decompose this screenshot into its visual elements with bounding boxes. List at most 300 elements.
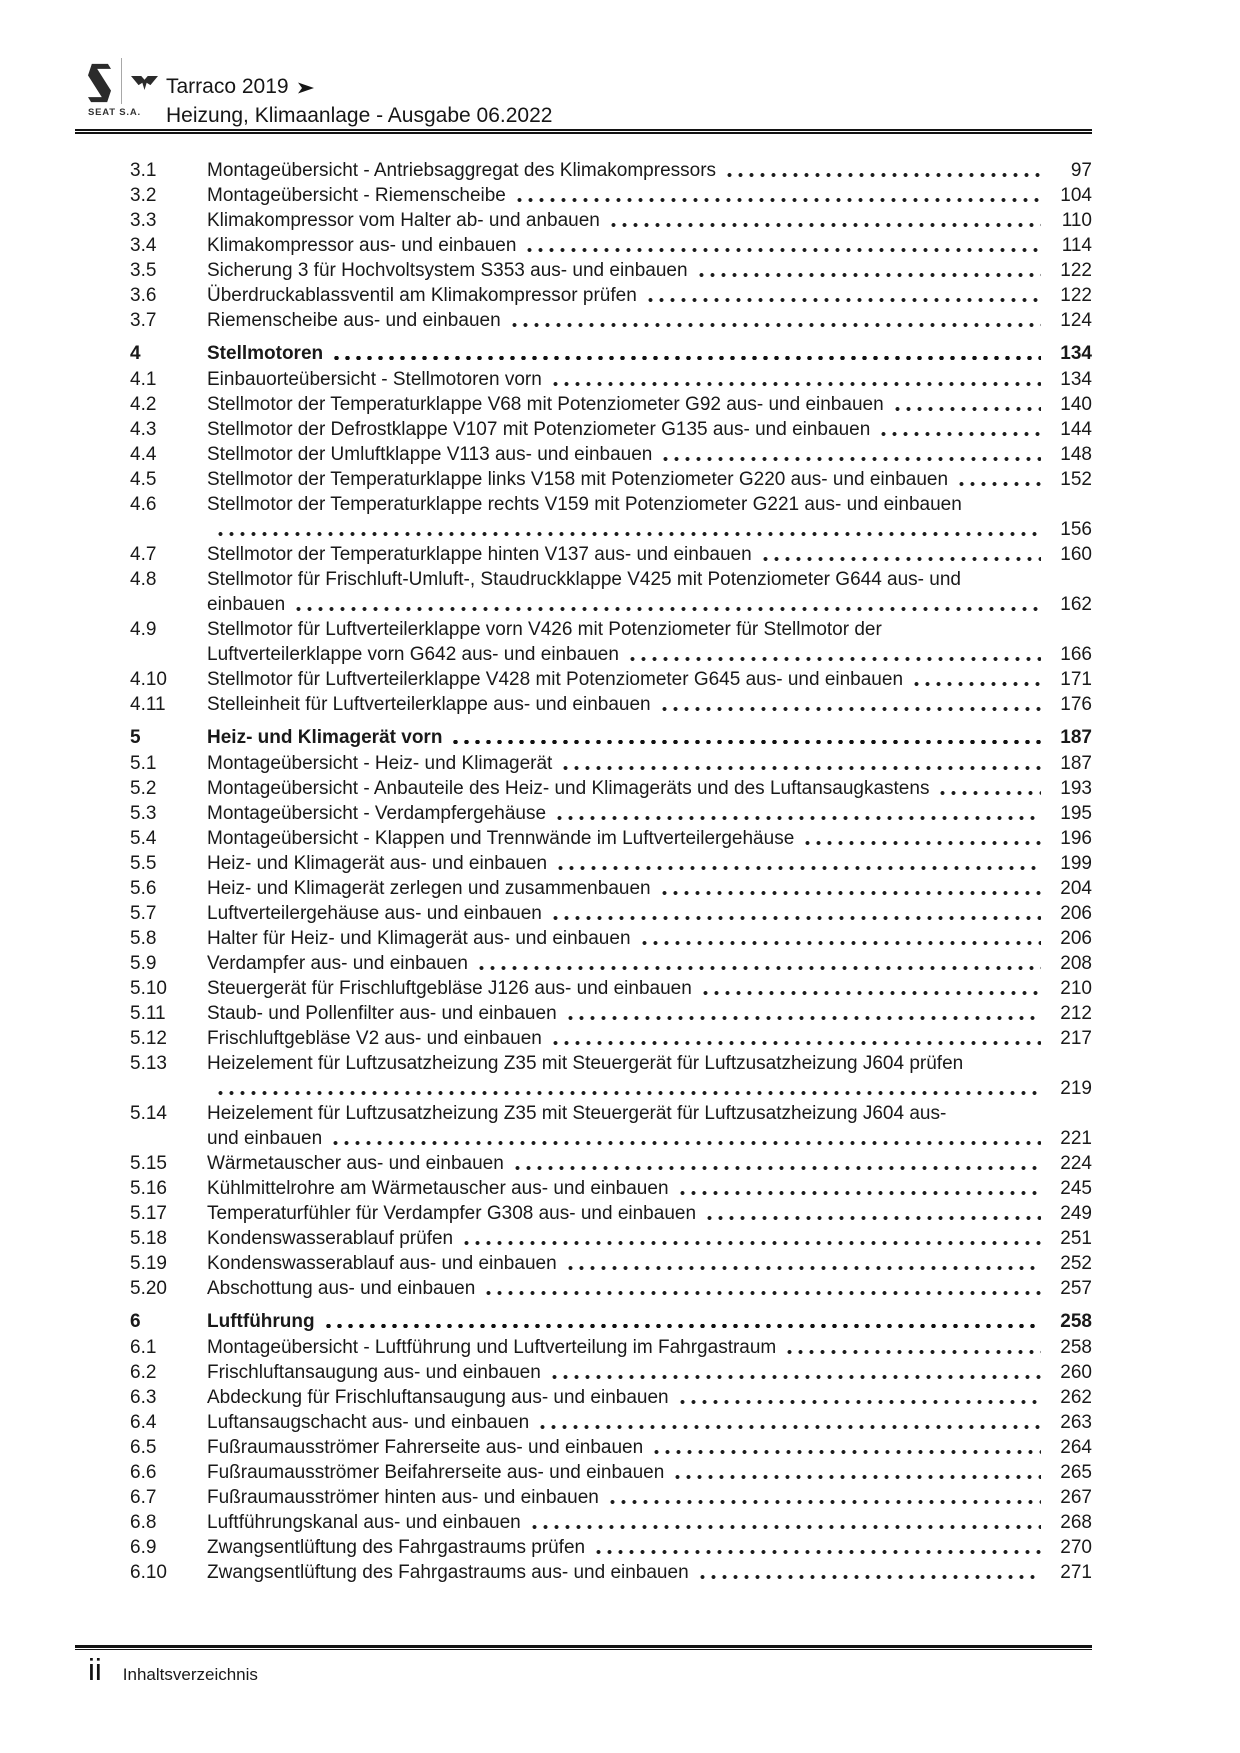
toc-entry-page: 270 xyxy=(1060,1537,1092,1558)
toc-entry-line xyxy=(207,517,1092,542)
toc-leader-dots xyxy=(521,233,1041,258)
toc-entry-line xyxy=(207,1435,1092,1460)
toc-entry-title: Heiz- und Klimagerät zerlegen und zusammenbauen xyxy=(207,878,651,899)
toc-entry-title: Montageübersicht - Luftführung und Luftverteilung im Fahrgastraum xyxy=(207,1337,777,1358)
toc-entry-number: 4.7 xyxy=(130,544,157,565)
toc-entry-title: Fußraumausströmer Beifahrerseite aus- und einbauen xyxy=(207,1462,665,1483)
toc-entry-line xyxy=(207,283,1092,308)
toc-entry xyxy=(130,1051,1092,1101)
toc-entry-number: 4 xyxy=(130,343,141,364)
toc-entry-title: Überdruckablassventil am Klimakompressor prüfen xyxy=(207,285,637,306)
toc-entry-title: Luftansaugschacht aus- und einbauen xyxy=(207,1412,530,1433)
toc-entry-line xyxy=(207,1026,1092,1051)
toc-leader-dots xyxy=(511,183,1041,208)
toc-entry-number: 5.1 xyxy=(130,753,157,774)
toc-entry-page: 260 xyxy=(1060,1362,1092,1383)
toc-entry-number: 5.4 xyxy=(130,828,157,849)
toc-entry xyxy=(130,542,1092,567)
toc-entry-page: 212 xyxy=(1060,1003,1092,1024)
toc-entry-title: Montageübersicht - Anbauteile des Heiz- und Klimageräts und des Luftansaugkastens xyxy=(207,778,930,799)
toc-entry-line xyxy=(207,183,1092,208)
toc-leader-dots xyxy=(290,592,1041,617)
toc-leader-dots xyxy=(546,1360,1041,1385)
toc-entry-line xyxy=(207,642,1092,667)
toc-leader-dots xyxy=(328,341,1041,366)
toc-entry-number: 4.11 xyxy=(130,694,166,715)
toc-entry-number: 6.7 xyxy=(130,1487,157,1508)
toc-entry-number: 6.10 xyxy=(130,1562,167,1583)
toc-entry xyxy=(130,826,1092,851)
toc-entry-number: 6.1 xyxy=(130,1337,157,1358)
toc-entry xyxy=(130,208,1092,233)
seat-logo-icon xyxy=(88,62,111,104)
toc-entry-page: 97 xyxy=(1070,160,1092,181)
toc-leader-dots xyxy=(473,951,1041,976)
toc-entry-title: Stellmotor für Luftverteilerklappe V428 mit Potenziometer G645 aus- und einbauen xyxy=(207,669,904,690)
toc-entry-page: 249 xyxy=(1060,1203,1092,1224)
toc-entry-line xyxy=(207,1251,1092,1276)
toc-entry-number: 3.2 xyxy=(130,185,157,206)
toc-entry-number: 5.11 xyxy=(130,1003,166,1024)
toc-entry-title: Stelleinheit für Luftverteilerklappe aus- und einbauen xyxy=(207,694,651,715)
toc-entry xyxy=(130,492,1092,542)
toc-entry xyxy=(130,233,1092,258)
logo-divider xyxy=(121,58,122,104)
toc-entry-line xyxy=(207,951,1092,976)
toc-entry-number: 4.8 xyxy=(130,569,157,590)
toc-entry-title: Abdeckung für Frischluftansaugung aus- und einbauen xyxy=(207,1387,669,1408)
toc-leader-dots xyxy=(636,926,1041,951)
toc-entry xyxy=(130,1176,1092,1201)
toc-entry-page: 114 xyxy=(1061,235,1092,256)
footer-page-number: ii xyxy=(88,1652,102,1687)
toc-entry-number: 5.18 xyxy=(130,1228,167,1249)
toc-entry-title: und einbauen xyxy=(207,1128,323,1149)
toc-entry xyxy=(130,1026,1092,1051)
toc-entry-line xyxy=(207,233,1092,258)
toc-entry-title: Frischluftgebläse V2 aus- und einbauen xyxy=(207,1028,542,1049)
toc-entry xyxy=(130,183,1092,208)
toc-entry-number: 6.9 xyxy=(130,1537,157,1558)
toc-entry-title: Montageübersicht - Klappen und Trennwände im Luftverteilergehäuse xyxy=(207,828,795,849)
toc-leader-dots xyxy=(697,976,1041,1001)
toc-leader-dots xyxy=(547,367,1041,392)
toc-entry-line xyxy=(207,851,1092,876)
toc-entry xyxy=(130,1335,1092,1360)
toc-entry xyxy=(130,1001,1092,1026)
toc-leader-dots xyxy=(320,1309,1041,1334)
toc-entry-page: 110 xyxy=(1061,210,1092,231)
toc-entry-number: 5.19 xyxy=(130,1253,167,1274)
toc-leader-dots xyxy=(657,442,1041,467)
toc-entry-title: Temperaturfühler für Verdampfer G308 aus- und einbauen xyxy=(207,1203,697,1224)
toc-entry-line xyxy=(207,1309,1092,1334)
toc-entry-title: Steuergerät für Frischluftgebläse J126 aus- und einbauen xyxy=(207,978,692,999)
toc-entry-number: 5.17 xyxy=(130,1203,167,1224)
toc-entry-page: 195 xyxy=(1060,803,1092,824)
toc-entry-line xyxy=(207,308,1092,333)
toc-leader-dots xyxy=(551,801,1041,826)
toc-entry-line xyxy=(207,392,1092,417)
toc-entry xyxy=(130,341,1092,366)
toc-entry-title: Luftführungskanal aus- und einbauen xyxy=(207,1512,521,1533)
toc-entry-title: Fußraumausströmer Fahrerseite aus- und einbauen xyxy=(207,1437,644,1458)
toc-entry-title: Stellmotor der Temperaturklappe links V158 mit Potenziometer G220 aus- und einbauen xyxy=(207,469,949,490)
toc-entry-page: 206 xyxy=(1060,928,1092,949)
toc-entry-page: 122 xyxy=(1060,285,1092,306)
toc-entry-title: Stellmotor der Umluftklappe V113 aus- und einbauen xyxy=(207,444,653,465)
toc-entry-page: 262 xyxy=(1060,1387,1092,1408)
toc-leader-dots xyxy=(590,1535,1041,1560)
toc-entry-line xyxy=(207,1335,1092,1360)
toc-entry xyxy=(130,667,1092,692)
toc-leader-dots xyxy=(721,158,1041,183)
toc-entry xyxy=(130,617,1092,667)
toc-entry xyxy=(130,1485,1092,1510)
toc-leader-dots xyxy=(674,1385,1041,1410)
toc-entry-page: 204 xyxy=(1060,878,1092,899)
toc-entry-title: Montageübersicht - Antriebsaggregat des Klimakompressors xyxy=(207,160,717,181)
toc-entry-title: Kühlmittelrohre am Wärmetauscher aus- und einbauen xyxy=(207,1178,669,1199)
toc-entry-page: 268 xyxy=(1060,1512,1092,1533)
toc-entry-number: 3.5 xyxy=(130,260,157,281)
toc-entry-page: 251 xyxy=(1060,1228,1092,1249)
toc-leader-dots xyxy=(694,1560,1041,1585)
toc-entry-number: 5.3 xyxy=(130,803,157,824)
toc-leader-dots xyxy=(212,1076,1041,1101)
toc-entry-title: einbauen xyxy=(207,594,286,615)
toc-entry-title: Luftverteilergehäuse aus- und einbauen xyxy=(207,903,542,924)
toc-entry-number: 4.2 xyxy=(130,394,157,415)
toc-entry-number: 5.6 xyxy=(130,878,157,899)
toc-entry-title: Kondenswasserablauf aus- und einbauen xyxy=(207,1253,557,1274)
toc-leader-dots xyxy=(674,1176,1041,1201)
toc-leader-dots xyxy=(605,208,1041,233)
toc-entry xyxy=(130,692,1092,717)
toc-entry-number: 5.7 xyxy=(130,903,157,924)
toc-leader-dots xyxy=(547,1026,1041,1051)
toc-entry-title: Sicherung 3 für Hochvoltsystem S353 aus- und einbauen xyxy=(207,260,688,281)
toc-entry-title: Stellmotor der Temperaturklappe V68 mit Potenziometer G92 aus- und einbauen xyxy=(207,394,884,415)
toc-entry-line xyxy=(207,692,1092,717)
toc-entry xyxy=(130,283,1092,308)
toc-entry-number: 6.5 xyxy=(130,1437,157,1458)
toc-entry xyxy=(130,1201,1092,1226)
toc-leader-dots xyxy=(327,1126,1041,1151)
toc-entry-number: 6.3 xyxy=(130,1387,157,1408)
toc-entry-line xyxy=(207,208,1092,233)
toc-entry xyxy=(130,1251,1092,1276)
toc-entry-number: 6.2 xyxy=(130,1362,157,1383)
toc-entry xyxy=(130,258,1092,283)
toc-entry-title: Montageübersicht - Verdampfergehäuse xyxy=(207,803,547,824)
toc-entry-number: 5.15 xyxy=(130,1153,167,1174)
toc-entry xyxy=(130,1360,1092,1385)
toc-entry-line xyxy=(207,592,1092,617)
page-header xyxy=(166,72,552,130)
toc-entry xyxy=(130,442,1092,467)
toc-entry xyxy=(130,1510,1092,1535)
toc-entry-title: Montageübersicht - Heiz- und Klimagerät xyxy=(207,753,553,774)
toc-entry-page: 148 xyxy=(1060,444,1092,465)
toc-leader-dots xyxy=(562,1001,1041,1026)
toc-entry-page: 224 xyxy=(1060,1153,1092,1174)
toc-entry-title: Stellmotor für Luftverteilerklappe vorn V426 mit Potenziometer für Stellmotor der xyxy=(207,619,882,640)
cupra-logo-icon xyxy=(131,70,158,96)
toc-entry-page: 193 xyxy=(1060,778,1092,799)
toc-entry xyxy=(130,1435,1092,1460)
toc-leader-dots xyxy=(875,417,1041,442)
toc-entry-title: Fußraumausströmer hinten aus- und einbauen xyxy=(207,1487,599,1508)
toc-leader-dots xyxy=(799,826,1041,851)
toc-entry-number: 4.1 xyxy=(130,369,157,390)
toc-entry xyxy=(130,1535,1092,1560)
toc-entry-line xyxy=(207,1101,1092,1126)
toc-entry-line xyxy=(207,801,1092,826)
toc-leader-dots xyxy=(534,1410,1041,1435)
toc-leader-dots xyxy=(547,901,1041,926)
toc-entry-number: 3.7 xyxy=(130,310,157,331)
toc-entry-line xyxy=(207,1001,1092,1026)
toc-leader-dots xyxy=(953,467,1041,492)
toc-entry-title: Luftverteilerklappe vorn G642 aus- und einbauen xyxy=(207,644,619,665)
toc-leader-dots xyxy=(781,1335,1041,1360)
toc-entry-title: Halter für Heiz- und Klimagerät aus- und einbauen xyxy=(207,928,631,949)
toc-entry-line xyxy=(207,1460,1092,1485)
toc-entry-title: Wärmetauscher aus- und einbauen xyxy=(207,1153,504,1174)
toc-entry-line xyxy=(207,442,1092,467)
toc-leader-dots xyxy=(557,751,1041,776)
toc-entry-number: 6.6 xyxy=(130,1462,157,1483)
toc-entry-number: 5.2 xyxy=(130,778,157,799)
toc-entry xyxy=(130,1460,1092,1485)
toc-entry-title: Kondenswasserablauf prüfen xyxy=(207,1228,454,1249)
toc-entry-page: 221 xyxy=(1060,1128,1092,1149)
toc-leader-dots xyxy=(458,1226,1041,1251)
toc-entry-page: 144 xyxy=(1060,419,1092,440)
toc-entry-page: 199 xyxy=(1060,853,1092,874)
toc-entry xyxy=(130,158,1092,183)
toc-entry-page: 258 xyxy=(1060,1311,1092,1332)
toc-entry-title: Staub- und Pollenfilter aus- und einbauen xyxy=(207,1003,557,1024)
toc-entry xyxy=(130,1410,1092,1435)
document-title: Heizung, Klimaanlage - Ausgabe 06.2022 xyxy=(166,104,553,127)
toc-entry-line xyxy=(207,1385,1092,1410)
toc-entry-page: 134 xyxy=(1060,343,1092,364)
toc-entry-line xyxy=(207,617,1092,642)
toc-leader-dots xyxy=(693,258,1041,283)
toc-entry-line xyxy=(207,1201,1092,1226)
toc-leader-dots xyxy=(656,692,1041,717)
toc-entry-page: 258 xyxy=(1060,1337,1092,1358)
toc-entry-number: 4.3 xyxy=(130,419,157,440)
toc-entry-page: 140 xyxy=(1060,394,1092,415)
toc-entry xyxy=(130,901,1092,926)
toc-entry-page: 217 xyxy=(1060,1028,1092,1049)
toc-entry-line xyxy=(207,258,1092,283)
toc-leader-dots xyxy=(509,1151,1041,1176)
toc-entry xyxy=(130,367,1092,392)
toc-entry-line xyxy=(207,367,1092,392)
toc-leader-dots xyxy=(447,725,1041,750)
toc-entry-page: 134 xyxy=(1060,369,1092,390)
toc-entry-number: 5.10 xyxy=(130,978,167,999)
toc-entry-number: 3.4 xyxy=(130,235,157,256)
page-footer xyxy=(88,1654,258,1686)
toc-entry xyxy=(130,392,1092,417)
toc-entry-page: 166 xyxy=(1060,644,1092,665)
toc-entry-line xyxy=(207,926,1092,951)
toc-entry-page: 152 xyxy=(1060,469,1092,490)
toc-entry-line xyxy=(207,1360,1092,1385)
toc-entry-title: Zwangsentlüftung des Fahrgastraums aus- und einbauen xyxy=(207,1562,689,1583)
toc-entry-number: 5.9 xyxy=(130,953,157,974)
toc-leader-dots xyxy=(604,1485,1041,1510)
toc-entry-title: Abschottung aus- und einbauen xyxy=(207,1278,476,1299)
arrow-right-icon xyxy=(298,82,314,94)
toc-entry xyxy=(130,467,1092,492)
toc-entry-number: 4.10 xyxy=(130,669,167,690)
toc-entry-title: Heiz- und Klimagerät aus- und einbauen xyxy=(207,853,548,874)
toc-entry-line xyxy=(207,1535,1092,1560)
toc-leader-dots xyxy=(212,517,1041,542)
toc-entry-number: 5.5 xyxy=(130,853,157,874)
toc-entry-title: Heiz- und Klimagerät vorn xyxy=(207,727,443,748)
toc-entry-number: 5.8 xyxy=(130,928,157,949)
toc-entry-page: 257 xyxy=(1060,1278,1092,1299)
toc-entry-line xyxy=(207,725,1092,750)
toc-entry-line xyxy=(207,1510,1092,1535)
toc-entry xyxy=(130,567,1092,617)
toc-entry-title: Klimakompressor aus- und einbauen xyxy=(207,235,517,256)
toc-entry-number: 5.12 xyxy=(130,1028,167,1049)
toc-entry xyxy=(130,851,1092,876)
toc-entry-line xyxy=(207,1560,1092,1585)
toc-leader-dots xyxy=(656,876,1041,901)
toc-entry xyxy=(130,417,1092,442)
toc-entry-title: Klimakompressor vom Halter ab- und anbauen xyxy=(207,210,600,231)
toc-leader-dots xyxy=(648,1435,1041,1460)
toc-entry-page: 219 xyxy=(1060,1078,1092,1099)
toc-entry-number: 3.1 xyxy=(130,160,157,181)
toc-leader-dots xyxy=(624,642,1041,667)
toc-entry-page: 206 xyxy=(1060,903,1092,924)
toc-entry-page: 122 xyxy=(1060,260,1092,281)
toc-entry-title: Luftführung xyxy=(207,1311,315,1332)
toc-entry-page: 271 xyxy=(1060,1562,1092,1583)
toc-entry-number: 6.8 xyxy=(130,1512,157,1533)
toc-entry xyxy=(130,1101,1092,1151)
toc-entry-number: 3.3 xyxy=(130,210,157,231)
toc-entry-page: 160 xyxy=(1060,544,1092,565)
toc-entry-number: 4.9 xyxy=(130,619,157,640)
toc-leader-dots xyxy=(889,392,1041,417)
toc-entry xyxy=(130,725,1092,750)
toc-entry-number: 4.5 xyxy=(130,469,157,490)
toc-entry-title: Frischluftansaugung aus- und einbauen xyxy=(207,1362,541,1383)
toc-leader-dots xyxy=(934,776,1041,801)
toc-entry xyxy=(130,876,1092,901)
table-of-contents xyxy=(130,158,1092,1585)
toc-entry-line xyxy=(207,1126,1092,1151)
toc-leader-dots xyxy=(757,542,1041,567)
toc-entry-line xyxy=(207,826,1092,851)
company-name: SEAT S.A. xyxy=(88,107,141,118)
toc-entry-number: 4.4 xyxy=(130,444,157,465)
toc-entry-line xyxy=(207,492,1092,517)
toc-entry-line xyxy=(207,567,1092,592)
toc-entry-page: 124 xyxy=(1060,310,1092,331)
toc-leader-dots xyxy=(908,667,1041,692)
toc-entry-line xyxy=(207,901,1092,926)
toc-entry-line xyxy=(207,1226,1092,1251)
toc-entry xyxy=(130,776,1092,801)
toc-entry-title: Stellmotor der Temperaturklappe rechts V159 mit Potenziometer G221 aus- und einbauen xyxy=(207,494,962,515)
toc-leader-dots xyxy=(526,1510,1041,1535)
toc-entry-line xyxy=(207,341,1092,366)
toc-entry-number: 5.20 xyxy=(130,1278,167,1299)
toc-entry xyxy=(130,1309,1092,1334)
toc-entry xyxy=(130,1560,1092,1585)
footer-rule xyxy=(75,1645,1092,1650)
toc-entry-line xyxy=(207,776,1092,801)
model-title: Tarraco 2019 xyxy=(166,75,289,98)
toc-entry-line xyxy=(207,751,1092,776)
toc-entry-page: 162 xyxy=(1060,594,1092,615)
toc-entry xyxy=(130,801,1092,826)
toc-leader-dots xyxy=(669,1460,1041,1485)
toc-entry-number: 6 xyxy=(130,1311,141,1332)
toc-entry xyxy=(130,951,1092,976)
toc-entry-number: 5.14 xyxy=(130,1103,167,1124)
toc-entry xyxy=(130,308,1092,333)
toc-entry-line xyxy=(207,1485,1092,1510)
toc-entry-page: 156 xyxy=(1060,519,1092,540)
toc-entry-line xyxy=(207,542,1092,567)
toc-entry-page: 264 xyxy=(1060,1437,1092,1458)
toc-entry-line xyxy=(207,1151,1092,1176)
toc-entry-number: 6.4 xyxy=(130,1412,157,1433)
brand-logo-block xyxy=(88,58,168,118)
toc-entry-page: 176 xyxy=(1060,694,1092,715)
toc-entry-page: 187 xyxy=(1060,727,1092,748)
toc-entry-page: 245 xyxy=(1060,1178,1092,1199)
toc-entry-line xyxy=(207,417,1092,442)
toc-entry-title: Heizelement für Luftzusatzheizung Z35 mit Steuergerät für Luftzusatzheizung J604 prüfen xyxy=(207,1053,964,1074)
toc-leader-dots xyxy=(642,283,1041,308)
toc-entry-page: 263 xyxy=(1060,1412,1092,1433)
toc-entry-page: 265 xyxy=(1060,1462,1092,1483)
toc-entry-page: 208 xyxy=(1060,953,1092,974)
toc-entry-title: Stellmotoren xyxy=(207,343,324,364)
toc-entry-page: 252 xyxy=(1060,1253,1092,1274)
toc-entry-number: 3.6 xyxy=(130,285,157,306)
toc-leader-dots xyxy=(480,1276,1041,1301)
toc-entry-line xyxy=(207,467,1092,492)
toc-leader-dots xyxy=(701,1201,1041,1226)
toc-entry-line xyxy=(207,1051,1092,1076)
toc-entry xyxy=(130,976,1092,1001)
toc-entry-line xyxy=(207,1410,1092,1435)
toc-entry-title: Zwangsentlüftung des Fahrgastraums prüfen xyxy=(207,1537,586,1558)
toc-entry-page: 196 xyxy=(1060,828,1092,849)
toc-entry-title: Stellmotor der Temperaturklappe hinten V137 aus- und einbauen xyxy=(207,544,752,565)
toc-entry-number: 5.13 xyxy=(130,1053,167,1074)
toc-entry-title: Stellmotor für Frischluft-Umluft-, Staudruckklappe V425 mit Potenziometer G644 aus- und xyxy=(207,569,961,590)
toc-entry-title: Verdampfer aus- und einbauen xyxy=(207,953,468,974)
toc-entry-line xyxy=(207,158,1092,183)
toc-entry-line xyxy=(207,1176,1092,1201)
